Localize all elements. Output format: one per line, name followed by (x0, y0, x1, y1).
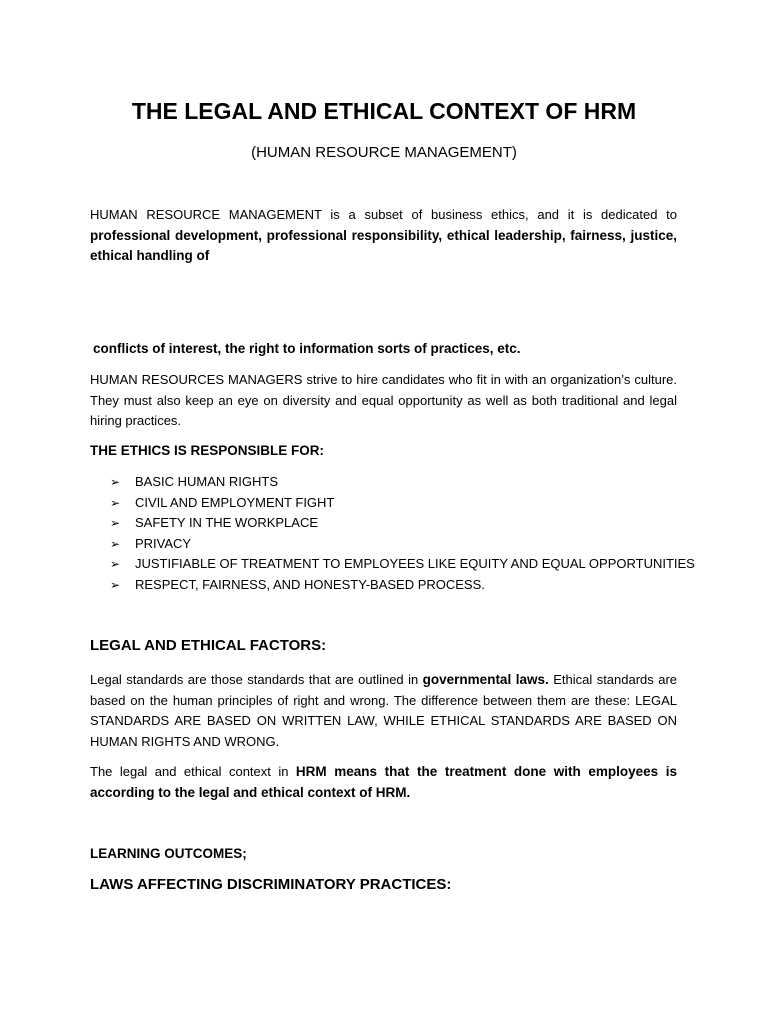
factors-heading: LEGAL AND ETHICAL FACTORS: (90, 637, 327, 654)
factors-text-part1: Legal standards are those standards that are outlined in (90, 672, 423, 687)
document-title: THE LEGAL AND ETHICAL CONTEXT OF HRM (131, 98, 637, 124)
factors-paragraph (90, 670, 677, 752)
managers-paragraph: HUMAN RESOURCES MANAGERS strive to hire candidates who fit in with an organization’s culture. They must also keep an eye on diversity and equal opportunity as well as both traditional and legal hiring practices. (90, 372, 677, 428)
arrow-bullet-icon: ➢ (110, 495, 121, 510)
ethics-heading: THE ETHICS IS RESPONSIBLE FOR: (90, 443, 325, 458)
list-item (110, 534, 690, 555)
list-item-text: SAFETY IN THE WORKPLACE (135, 515, 319, 531)
list-item (110, 513, 690, 534)
learning-outcomes-heading: LEARNING OUTCOMES; (90, 846, 247, 861)
list-item (110, 493, 690, 514)
list-item-text: CIVIL AND EMPLOYMENT FIGHT (135, 494, 335, 510)
intro-plain-text: HUMAN RESOURCE MANAGEMENT is a subset of business ethics, and it is dedicated to (90, 207, 677, 222)
document-subtitle: (HUMAN RESOURCE MANAGEMENT) (251, 144, 517, 161)
arrow-bullet-icon: ➢ (110, 557, 121, 572)
factors-bold-text: governmental laws. (422, 672, 549, 687)
continuation-text: conflicts of interest, the right to information sorts of practices, etc. (93, 341, 521, 356)
arrow-bullet-icon: ➢ (110, 577, 121, 592)
list-item-text: PRIVACY (135, 535, 192, 551)
arrow-bullet-icon: ➢ (110, 475, 121, 489)
laws-heading: LAWS AFFECTING DISCRIMINATORY PRACTICES: (90, 876, 452, 893)
list-item-text: JUSTIFIABLE OF TREATMENT TO EMPLOYEES LIKE EQUITY AND EQUAL OPPORTUNITIES (135, 556, 695, 572)
factors-text-part2: Ethical standards are based on the human principles of right and wrong. The difference between them are these: LEGAL STANDARDS ARE BASED ON WRITTEN LAW, WHILE ETHICAL STANDARDS ARE BASED ON HUMAN RIGHTS AND WRONG. (90, 672, 678, 749)
list-item (110, 554, 695, 575)
arrow-bullet-icon: ➢ (110, 516, 121, 531)
list-item-text: BASIC HUMAN RIGHTS (135, 474, 279, 489)
list-item (110, 472, 690, 493)
arrow-bullet-icon: ➢ (110, 536, 121, 551)
context-paragraph (90, 762, 677, 803)
context-plain-text: The legal and ethical context in (90, 764, 296, 779)
context-bold-text: HRM means that the treatment done with employees is according to the legal and ethical context of HRM. (90, 764, 678, 800)
list-item (110, 575, 690, 596)
list-item-text: RESPECT, FAIRNESS, AND HONESTY-BASED PROCESS. (135, 576, 485, 592)
ethics-bullet-list (110, 472, 695, 596)
intro-bold-text: professional development, professional responsibility, ethical leadership, fairness, justice, ethical handling of (90, 227, 677, 263)
intro-paragraph (90, 205, 677, 267)
